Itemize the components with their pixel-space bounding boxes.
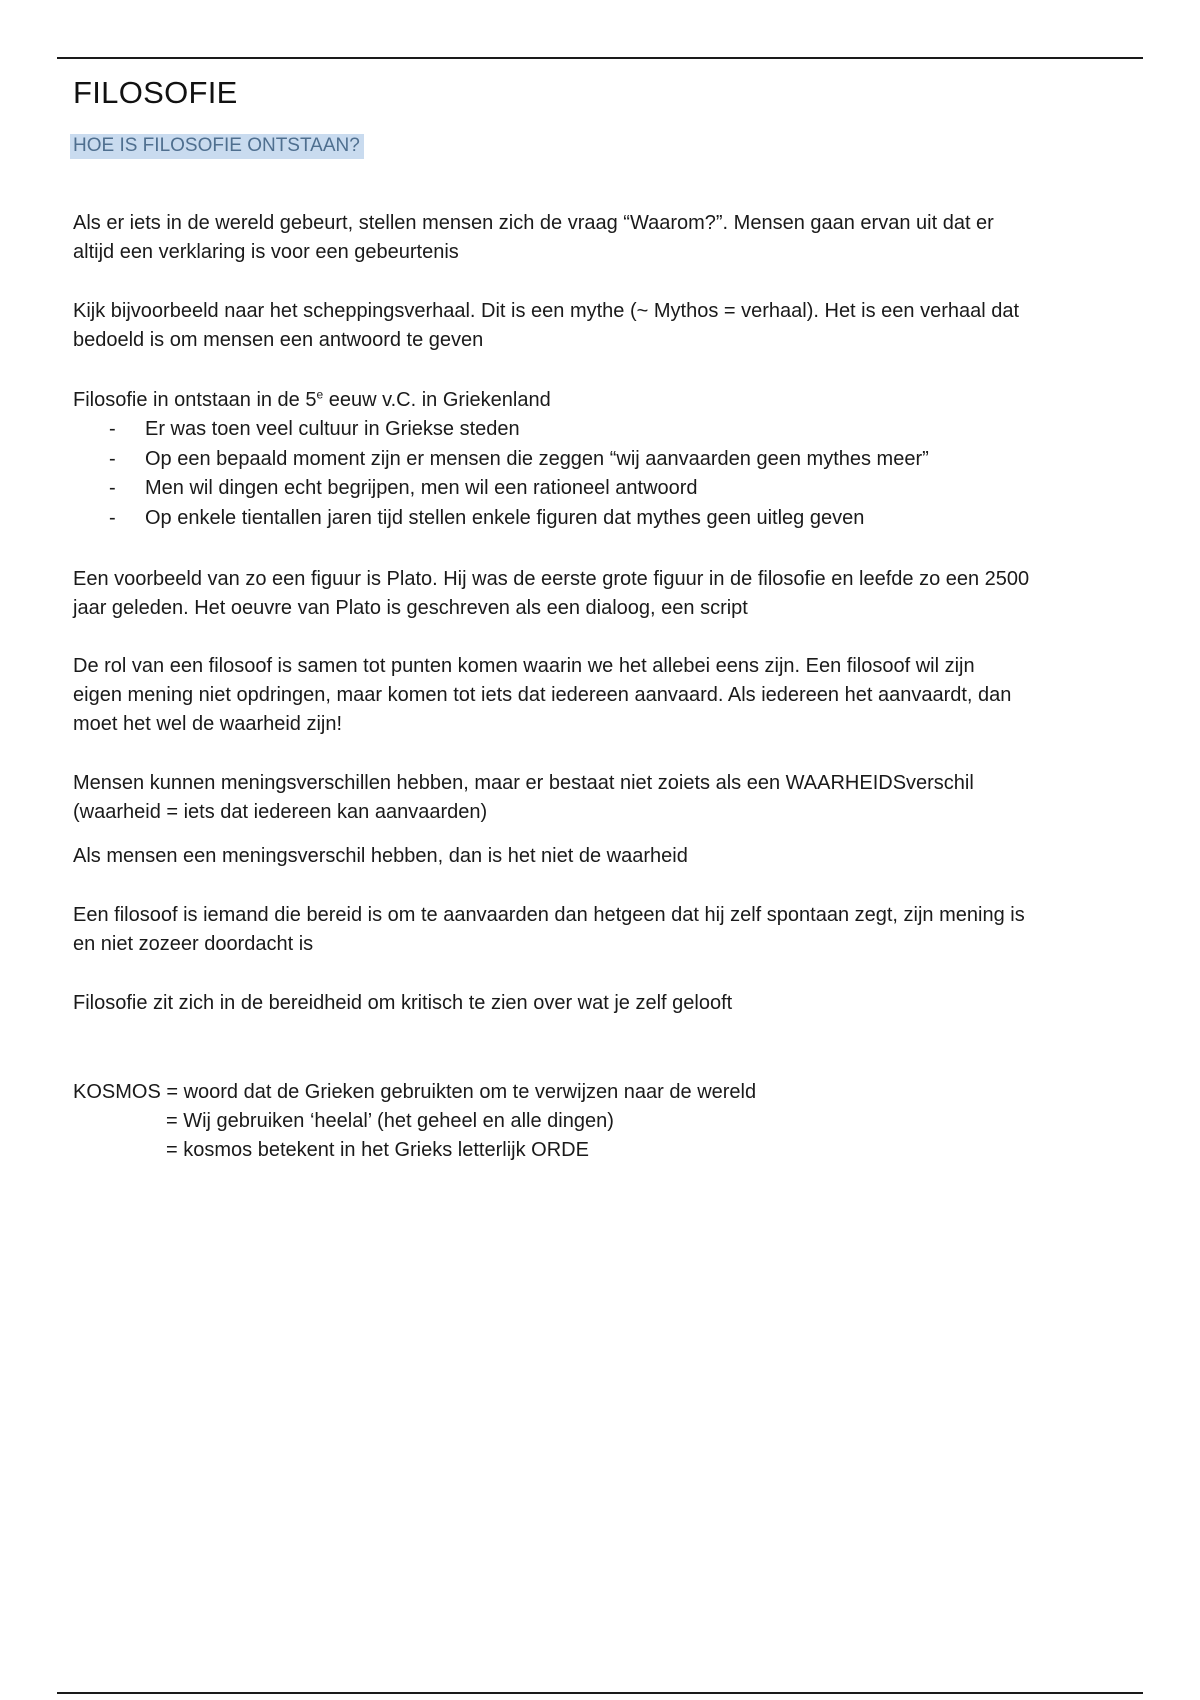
paragraph-3-superscript: e (316, 387, 324, 402)
paragraph-8-line-1: Een filosoof is iemand die bereid is om te aanvaarden dan hetgeen dat hij zelf spontaan zegt, zijn mening is (73, 904, 1025, 926)
list-item-text: Op een bepaald moment zijn er mensen die zeggen “wij aanvaarden geen mythes meer” (145, 447, 929, 470)
list-item-text: Op enkele tientallen jaren tijd stellen enkele figuren dat mythes geen uitleg geven (145, 506, 865, 529)
top-rule (57, 57, 1143, 59)
paragraph-5-line-3: moet het wel de waarheid zijn! (73, 713, 343, 735)
paragraph-7: Als mensen een meningsverschil hebben, dan is het niet de waarheid (73, 845, 688, 867)
paragraph-3-before: Filosofie in ontstaan in de 5 (73, 389, 317, 411)
paragraph-3 (73, 386, 551, 415)
paragraph-3-after: eeuw v.C. in Griekenland (323, 389, 551, 411)
kosmos-definition-line-2: = Wij gebruiken ‘heelal’ (het geheel en alle dingen) (166, 1110, 614, 1132)
paragraph-2-line-1: Kijk bijvoorbeeld naar het scheppingsverhaal. Dit is een mythe (~ Mythos = verhaal). Het is een verhaal dat (73, 300, 1020, 322)
section-heading: HOE IS FILOSOFIE ONTSTAAN? (70, 134, 364, 159)
list-item (73, 445, 929, 475)
list-item (73, 415, 929, 445)
paragraph-4-line-1: Een voorbeeld van zo een figuur is Plato. Hij was de eerste grote figuur in de filosofie en leefde zo een 2500 (73, 568, 1030, 590)
paragraph-2-line-2: bedoeld is om mensen een antwoord te geven (73, 329, 484, 351)
bullet-marker: - (109, 477, 116, 499)
list-item (73, 474, 929, 504)
bullet-list (73, 415, 929, 533)
paragraph-1-line-2: altijd een verklaring is voor een gebeurtenis (73, 241, 459, 263)
bullet-marker: - (109, 447, 116, 470)
bullet-marker: - (109, 418, 116, 440)
paragraph-6-line-1: Mensen kunnen meningsverschillen hebben, maar er bestaat niet zoiets als een WAARHEIDSverschil (73, 772, 974, 794)
paragraph-5-line-1: De rol van een filosoof is samen tot punten komen waarin we het allebei eens zijn. Een filosoof wil zijn (73, 655, 975, 677)
list-item (73, 504, 929, 534)
paragraph-9: Filosofie zit zich in de bereidheid om kritisch te zien over wat je zelf gelooft (73, 992, 733, 1014)
bullet-marker: - (109, 506, 116, 529)
document-title: FILOSOFIE (73, 75, 238, 110)
list-item-text: Er was toen veel cultuur in Griekse steden (145, 418, 520, 440)
paragraph-6-line-2: (waarheid = iets dat iedereen kan aanvaarden) (73, 801, 488, 823)
paragraph-1-line-1: Als er iets in de wereld gebeurt, stellen mensen zich de vraag “Waarom?”. Mensen gaan ervan uit dat er (73, 212, 994, 234)
paragraph-8-line-2: en niet zozeer doordacht is (73, 933, 314, 955)
bottom-rule (57, 1692, 1143, 1694)
paragraph-4-line-2: jaar geleden. Het oeuvre van Plato is geschreven als een dialoog, een script (73, 597, 748, 619)
kosmos-definition-line-1: KOSMOS = woord dat de Grieken gebruikten om te verwijzen naar de wereld (73, 1081, 757, 1103)
list-item-text: Men wil dingen echt begrijpen, men wil een rationeel antwoord (145, 477, 698, 499)
paragraph-5-line-2: eigen mening niet opdringen, maar komen tot iets dat iedereen aanvaard. Als iedereen het aanvaardt, dan (73, 684, 1012, 706)
kosmos-definition-line-3: = kosmos betekent in het Grieks letterlijk ORDE (166, 1139, 589, 1161)
